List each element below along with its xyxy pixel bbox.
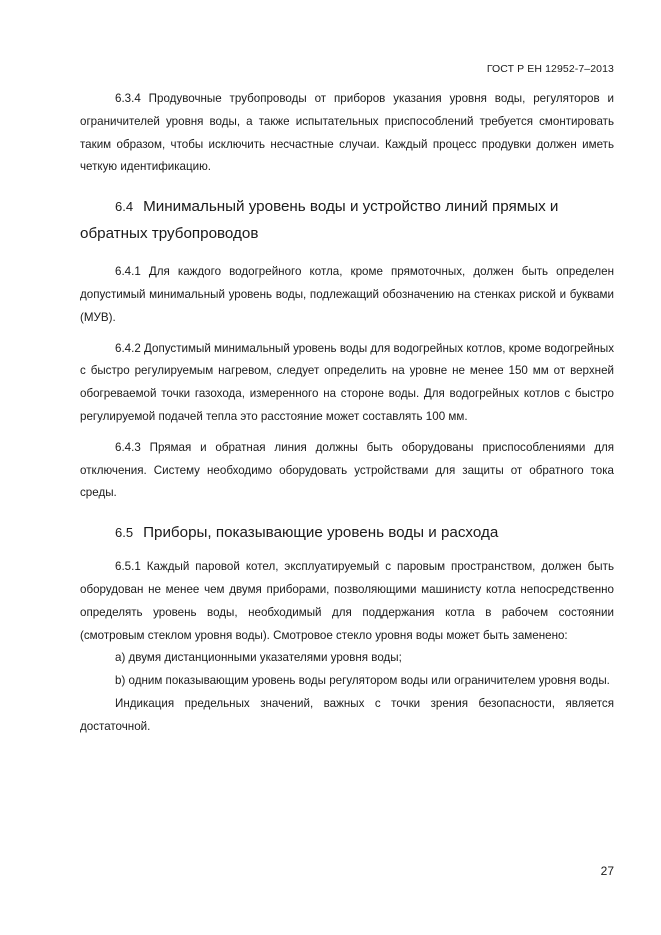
standard-header: ГОСТ Р ЕН 12952-7–2013 <box>486 63 614 75</box>
paragraph-6-4-1: 6.4.1 Для каждого водогрейного котла, кроме прямоточных, должен быть определен допустимый минимальный уровень воды, подлежащий обозначению на стенках риской и буквами (МУВ). <box>80 265 614 324</box>
section-title-6-5: Приборы, показывающие уровень воды и расхода <box>143 524 499 542</box>
paragraph-indication: Индикация предельных значений, важных с точки зрения безопасности, является достаточной. <box>80 696 614 733</box>
page-number: 27 <box>600 864 614 878</box>
section-heading-6-5 <box>80 519 614 546</box>
section-heading-6-4 <box>80 193 614 247</box>
paragraph-6-5-1: 6.5.1 Каждый паровой котел, эксплуатируемый с паровым пространством, должен быть оборудован не менее чем двумя приборами, позволяющими машинисту котла непосредственно определять уровень воды, необходимый для поддержания котла в рабочем состоянии (смотровым стеклом уровня воды). Смотровое стекло уровня воды может быть заменено: <box>80 560 614 642</box>
page-content <box>80 88 614 739</box>
list-item-b: b) одним показывающим уровень воды регулятором воды или ограничителем уровня воды. <box>115 674 610 688</box>
section-number-6-4: 6.4 <box>115 199 134 215</box>
paragraph-6-3-4: 6.3.4 Продувочные трубопроводы от приборов указания уровня воды, регуляторов и ограничителей уровня воды, а также испытательных приспособлений требуется смонтировать таким образом, чтобы исключить несчастные случаи. Каждый процесс продувки должен иметь четкую идентификацию. <box>80 92 614 174</box>
section-number-6-5: 6.5 <box>115 525 134 541</box>
section-title-6-4: Минимальный уровень воды и устройство линий прямых и обратных трубопроводов <box>80 198 559 243</box>
list-item-a: а) двумя дистанционными указателями уровня воды; <box>115 651 402 665</box>
paragraph-6-4-2: 6.4.2 Допустимый минимальный уровень воды для водогрейных котлов, кроме водогрейных с быстро регулируемым нагревом, следует определить на уровне не менее 150 мм от верхней обогреваемой точки газохода, измеренного на стороне воды. Для водогрейных котлов с быстро регулируемой подачей тепла это расстояние может составлять 100 мм. <box>80 341 614 423</box>
paragraph-6-4-3: 6.4.3 Прямая и обратная линия должны быть оборудованы приспособлениями для отключения. Систему необходимо оборудовать устройствами для защиты от обратного тока среды. <box>80 440 614 500</box>
